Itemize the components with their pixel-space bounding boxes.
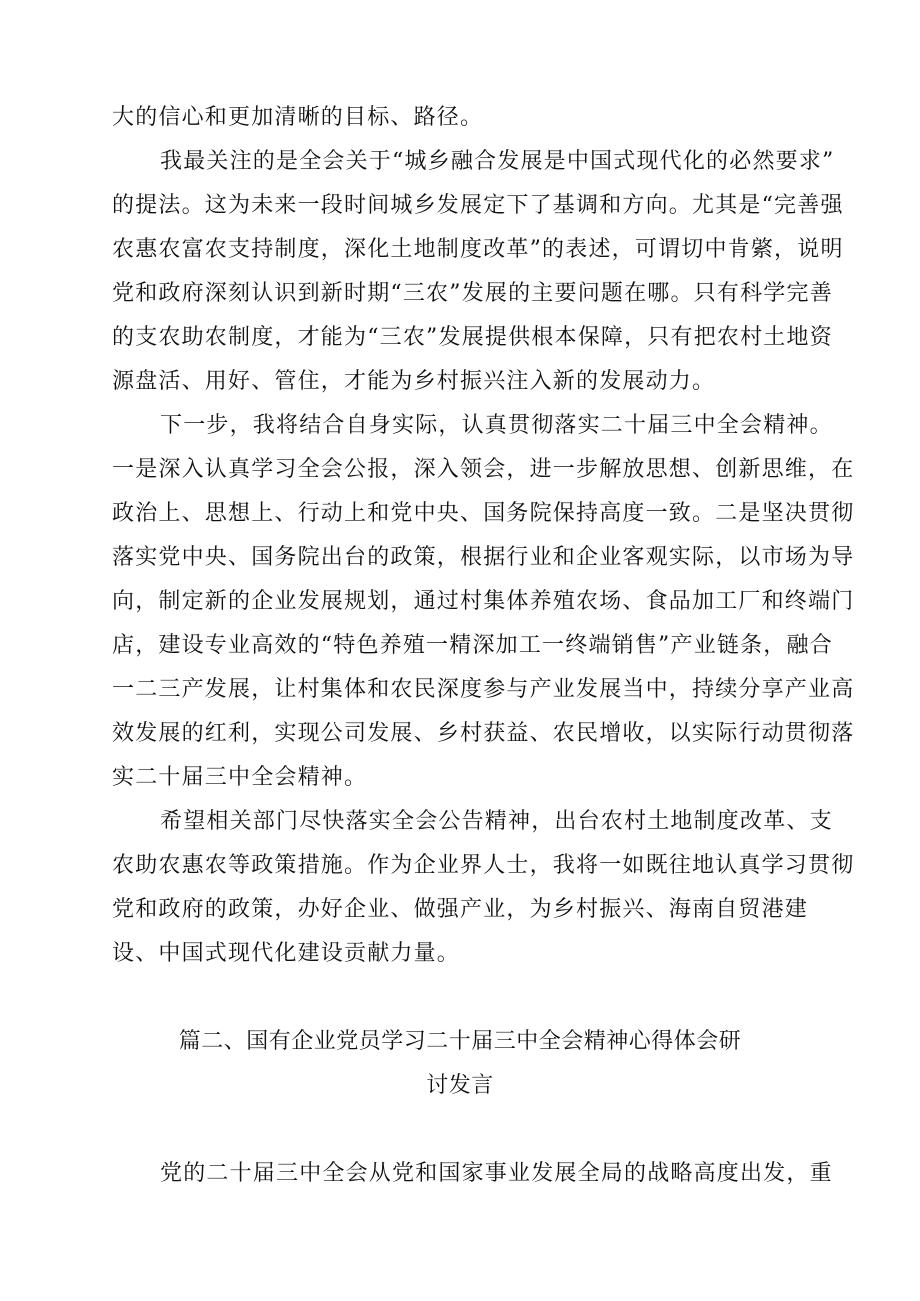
body-text-line: 农助农惠农等政策措施。作为企业界人士，我将一如既往地认真学习贯彻 xyxy=(112,853,855,878)
paragraph-start-line: 党的二十届三中全会从党和国家事业发展全局的战略高度出发，重 xyxy=(160,1161,833,1186)
body-text-line: 党和政府深刻认识到新时期“三农”发展的主要问题在哪。只有科学完善 xyxy=(112,281,833,306)
body-text-line: 的提法。这为未来一段时间城乡发展定下了基调和方向。尤其是“完善强 xyxy=(112,193,844,218)
body-text-line: 一是深入认真学习全会公报，深入领会，进一步解放思想、创新思维，在 xyxy=(112,457,855,482)
body-text-line: 设、中国式现代化建设贡献力量。 xyxy=(112,941,461,966)
section-heading-line-1: 篇二、国有企业党员学习二十届三中全会精神心得体会研 xyxy=(178,1029,742,1054)
body-text-line: 一二三产发展，让村集体和农民深度参与产业发展当中，持续分享产业高 xyxy=(112,677,855,702)
body-text-line: 落实党中央、国务院出台的政策，根据行业和企业客观实际，以市场为导 xyxy=(112,545,855,570)
body-text-line: 党和政府的政策，办好企业、做强产业，为乡村振兴、海南自贸港建 xyxy=(112,897,809,922)
paragraph-start-line: 我最关注的是全会关于“城乡融合发展是中国式现代化的必然要求” xyxy=(160,149,835,174)
body-text-line: 实二十届三中全会精神。 xyxy=(112,765,368,790)
body-text-line: 向，制定新的企业发展规划，通过村集体养殖农场、食品加工厂和终端门 xyxy=(112,589,855,614)
body-text-line: 源盘活、用好、管住，才能为乡村振兴注入新的发展动力。 xyxy=(112,369,716,394)
section-heading-line-2: 讨发言 xyxy=(426,1073,494,1098)
body-text-line: 农惠农富农支持制度，深化土地制度改革”的表述，可谓切中肯綮，说明 xyxy=(112,237,844,262)
paragraph-start-line: 下一步，我将结合自身实际，认真贯彻落实二十届三中全会精神。 xyxy=(160,413,833,438)
body-text-line: 政治上、思想上、行动上和党中央、国务院保持高度一致。二是坚决贯彻 xyxy=(112,501,855,526)
body-text-line: 效发展的红利，实现公司发展、乡村获益、农民增收，以实际行动贯彻落 xyxy=(112,721,855,746)
body-text-line: 店，建设专业高效的“特色养殖一精深加工一终端销售”产业链条，融合 xyxy=(112,633,833,658)
body-text-line: 大的信心和更加清晰的目标、路径。 xyxy=(112,105,484,130)
body-text-line: 的支农助农制度，才能为“三农”发展提供根本保障，只有把农村土地资 xyxy=(112,325,833,350)
paragraph-start-line: 希望相关部门尽快落实全会公告精神，出台农村土地制度改革、支 xyxy=(160,809,833,834)
